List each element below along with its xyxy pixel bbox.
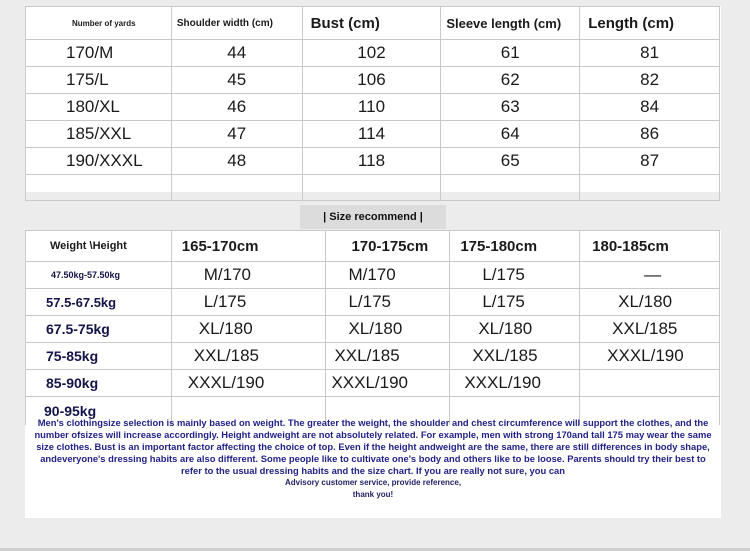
table-row: [26, 316, 720, 343]
sleeve-value: 65: [441, 148, 580, 175]
recommend-size: XXL/185: [580, 316, 720, 343]
recommend-size: L/175: [171, 289, 326, 316]
recommend-size: XXXL/190: [326, 370, 450, 397]
shoulder-value: 48: [171, 148, 302, 175]
header-bust: Bust (cm): [302, 7, 441, 40]
table-row: [26, 148, 720, 175]
recommend-size: XXXL/190: [171, 370, 326, 397]
sleeve-value: 64: [441, 121, 580, 148]
note-thanks: thank you!: [352, 490, 394, 499]
table-row: [26, 94, 720, 121]
bust-value: 114: [302, 121, 441, 148]
recommend-size: XL/180: [171, 316, 326, 343]
bust-value: 118: [302, 148, 441, 175]
recommend-size: XL/180: [450, 316, 580, 343]
header-sleeve-length: Sleeve length (cm): [441, 7, 580, 40]
bust-value: 106: [302, 67, 441, 94]
recommend-size: XXL/185: [450, 343, 580, 370]
size-label: 175/L: [26, 67, 172, 94]
length-value: 86: [580, 121, 720, 148]
size-chart-header-row: [26, 7, 720, 40]
table-row: [26, 370, 720, 397]
size-chart-table: [25, 6, 720, 201]
header-shoulder-width: Shoulder width (cm): [171, 7, 302, 40]
size-label: 180/XL: [26, 94, 172, 121]
shoulder-value: 47: [171, 121, 302, 148]
length-value: 82: [580, 67, 720, 94]
table-row: [26, 262, 720, 289]
size-recommend-label: | Size recommend |: [300, 205, 446, 229]
weight-range: 57.5-67.5kg: [26, 289, 172, 316]
note-customer-service: Advisory customer service, provide reference,: [284, 478, 462, 487]
note-paragraph: Men's clothingsize selection is mainly based on weight. The greater the weight, the shoulder and chest circumference will support the clothes, and the number ofsizes will increase accordingly. Height andweight are not absolutely related. For example, men with strong 170and tall 175 may wear the same size clothes. Bust is an important factor affecting the choice of top. Even if the height andweight are the same, there are still differences in body shape, andeveryone's dressing habits are also different. Some people like to cultivate one's body and others like to be loose. Parents should try their best to refer to the usual dressing habits and the size chart. If you are really not sure, you can: [34, 417, 712, 476]
recommend-header-row: [26, 231, 720, 262]
weight-range: 90-95kg: [26, 397, 172, 426]
shoulder-value: 46: [171, 94, 302, 121]
length-value: 87: [580, 148, 720, 175]
size-advice-note: [30, 417, 716, 501]
recommend-size: XL/180: [326, 316, 450, 343]
weight-range: 75-85kg: [26, 343, 172, 370]
size-label: 170/M: [26, 40, 172, 67]
recommend-size: XXL/185: [171, 343, 326, 370]
length-value: 81: [580, 40, 720, 67]
recommend-size: —: [580, 262, 720, 289]
header-height-165-170: 165-170cm: [171, 231, 326, 262]
recommend-size: XXXL/190: [580, 343, 720, 370]
recommend-size: L/175: [450, 262, 580, 289]
sleeve-value: 62: [441, 67, 580, 94]
recommend-size: [580, 370, 720, 397]
size-recommend-table: [25, 230, 720, 425]
recommend-size: M/170: [171, 262, 326, 289]
table-row: [26, 121, 720, 148]
recommend-size: XXXL/190: [450, 370, 580, 397]
size-label: 190/XXXL: [26, 148, 172, 175]
length-value: 84: [580, 94, 720, 121]
recommend-size: M/170: [326, 262, 450, 289]
header-number-of-yards: Number of yards: [26, 7, 172, 40]
recommend-size: L/175: [326, 289, 450, 316]
header-height-170-175: 170-175cm: [326, 231, 450, 262]
shoulder-value: 44: [171, 40, 302, 67]
weight-range: 47.50kg-57.50kg: [26, 262, 172, 289]
recommend-size: L/175: [450, 289, 580, 316]
weight-range: 85-90kg: [26, 370, 172, 397]
table-row: [26, 343, 720, 370]
empty-row: [26, 175, 720, 201]
bust-value: 102: [302, 40, 441, 67]
header-length: Length (cm): [580, 7, 720, 40]
sleeve-value: 61: [441, 40, 580, 67]
sleeve-value: 63: [441, 94, 580, 121]
header-height-175-180: 175-180cm: [450, 231, 580, 262]
table-row: [26, 67, 720, 94]
bust-value: 110: [302, 94, 441, 121]
size-label: 185/XXL: [26, 121, 172, 148]
header-weight-height: Weight \Height: [26, 231, 172, 262]
weight-range: 67.5-75kg: [26, 316, 172, 343]
table-row: [26, 289, 720, 316]
shoulder-value: 45: [171, 67, 302, 94]
header-height-180-185: 180-185cm: [580, 231, 720, 262]
recommend-size: XXL/185: [326, 343, 450, 370]
recommend-size: XL/180: [580, 289, 720, 316]
table-row: [26, 40, 720, 67]
